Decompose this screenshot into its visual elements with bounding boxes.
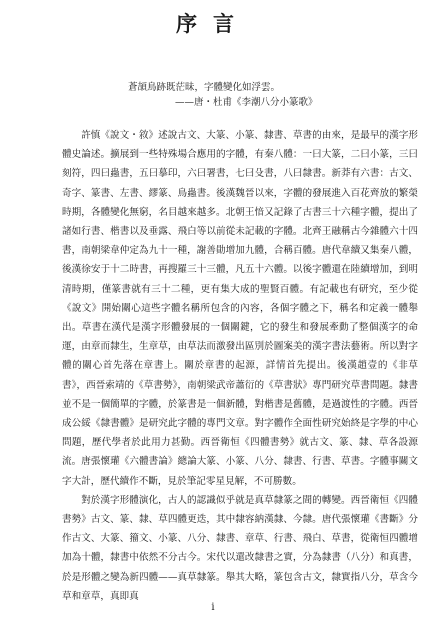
page-title: 序言 <box>176 11 250 36</box>
page-number: i <box>211 602 215 613</box>
epigraph-verse: 蒼頡鳥跡既茫昧，字體變化如浮雲。 <box>128 82 281 93</box>
paragraph-2: 對於漢字形體演化，古人的認識似乎就是真草隸篆之間的轉變。西晉衛恒《四體書勢》古文、篆、隸、草四體更迭，其中隸容納漢隸、今隸。唐代張懷瓘《書斷》分作古文、大篆、籀文、小篆、八分、隸書、章草、行書、飛白、草書，從衛恒四體增加為十體，隸書中依然不分古今。宋代以還改隸書之實，分為隸書（八分）和真書，於是形體之變為新四體——真草隸篆。舉其大略，篆包含古文，隸實指八分，草含今草和章草，真即真 <box>62 494 418 602</box>
paragraph-1: 許慎《說文・敘》述說古文、大篆、小篆、隸書、草書的由來，是最早的漢字形體史論述。擴展到一些特殊場合應用的字體，有秦八體：一曰大篆，二曰小篆，三曰刻符，四曰蟲書，五曰摹印，六曰署書，七曰殳書，八曰隸書。新莽有六書：古文、奇字、篆書、左書、繆篆、鳥蟲書。後漢魏晉以來，字體的發展進入百花齊放的繁榮時期，各體變化無窮，名目越來越多。北朝王愔又記錄了古書三十六種字體，提出了諸如行書、楷書以及垂露、飛白等以前從未記載的字體。北齊王融稱古今雜體六十四書，南朝梁韋仲定為九十一種，謝善勛增加九體，合稱百體。唐代韋續又集秦八體，後漢徐安于十二時書，再搜羅三十三體，凡五十六體。以後字體還在陸續增加，到明清時期，僅篆書就有三十二種，更有集大成的聖賢百體。有記載也有研究，至少從《說文》開始關心這些字體名稱所包含的內容，各個字體之下，稱名和定義一體舉出。草書在漢代是漢字形體發展的一個關鍵，它的發生和發展牽動了整個漢字的命運，由章而隸生，生章草，由草法而激發出區別於圖案美的漢字書法藝術。所以對字體的關心首先落在章書上。關於章書的起源，詳情首先提出。後漢趙壹的《非草書》，西晉索靖的《草書勢》，南朝梁武帝蕭衍的《草書狀》專門研究草書問題。隸書並不是一個簡單的字體，於篆書是一個新體，對楷書是舊體，是過渡性的字體。西晉成公綏《隸書體》是研究此字體的專門文章。對字體作全面性研究始終是字學的中心問題，歷代學者於此用力甚勤。西晉衛恒《四體書勢》就古文、篆、隸、草各設源流。唐張懷瓘《六體書論》總論大篆、小篆、八分、隸書、行書、草書。字體事關文字大計，歷代續作不斷，見於筆記零星見解，不可勝數。 <box>62 130 418 487</box>
body-text <box>62 126 418 606</box>
epigraph-attribution: ——唐・杜甫《李潮八分小篆歌》 <box>175 97 318 108</box>
